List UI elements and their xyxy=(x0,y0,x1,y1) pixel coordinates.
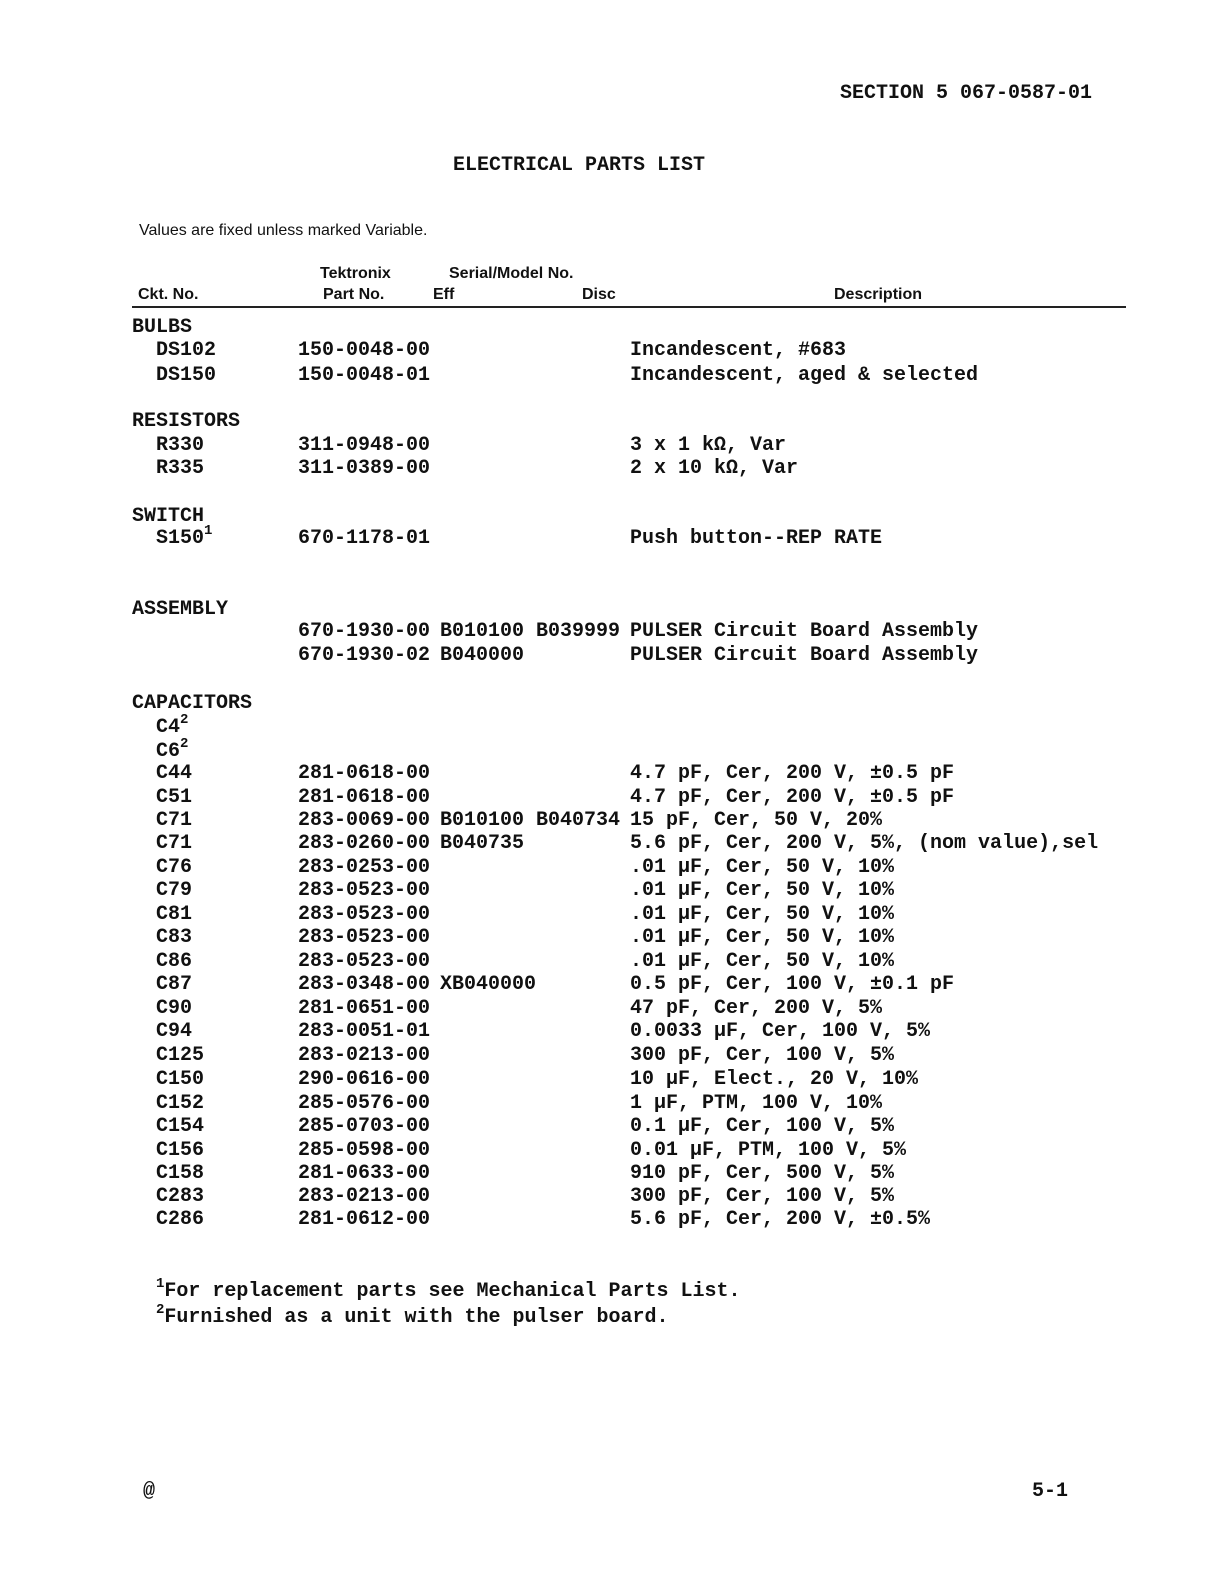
group-heading-row xyxy=(0,505,1220,528)
ckt-no: C283 xyxy=(156,1185,205,1208)
ckt-no: C90 xyxy=(156,997,193,1020)
table-row xyxy=(0,364,1220,387)
serial-eff: B010100 xyxy=(440,809,525,832)
description: 15 pF, Cer, 50 V, 20% xyxy=(630,809,883,832)
values-note: Values are fixed unless marked Variable. xyxy=(139,222,428,239)
table-row xyxy=(0,1020,1220,1043)
table-row xyxy=(0,762,1220,785)
col-header-ckt: Ckt. No. xyxy=(138,286,199,303)
description: .01 μF, Cer, 50 V, 10% xyxy=(630,879,895,902)
part-no: 281-0612-00 xyxy=(298,1208,431,1231)
part-no: 281-0633-00 xyxy=(298,1162,431,1185)
table-row xyxy=(0,1115,1220,1138)
table-row xyxy=(0,434,1220,457)
col-header-disc: Disc xyxy=(582,286,616,303)
footnote-text: For replacement parts see Mechanical Parts List. xyxy=(164,1280,741,1303)
footnote-ref: 2 xyxy=(180,736,189,752)
group-heading: SWITCH xyxy=(132,505,205,528)
ckt-no-cell xyxy=(156,339,216,362)
ckt-no-cell xyxy=(156,903,192,926)
ckt-no-cell xyxy=(156,1139,204,1162)
ckt-no: C79 xyxy=(156,879,193,902)
table-row xyxy=(0,973,1220,996)
description: .01 μF, Cer, 50 V, 10% xyxy=(630,856,895,879)
description: 10 μF, Elect., 20 V, 10% xyxy=(630,1068,919,1091)
part-no: 281-0618-00 xyxy=(298,786,431,809)
description: 910 pF, Cer, 500 V, 5% xyxy=(630,1162,895,1185)
part-no: 281-0618-00 xyxy=(298,762,431,785)
part-no: 285-0598-00 xyxy=(298,1139,431,1162)
table-row xyxy=(0,903,1220,926)
part-no: 150-0048-01 xyxy=(298,364,431,387)
description: 4.7 pF, Cer, 200 V, ±0.5 pF xyxy=(630,762,955,785)
description: 300 pF, Cer, 100 V, 5% xyxy=(630,1185,895,1208)
table-row xyxy=(0,856,1220,879)
ckt-no: R335 xyxy=(156,457,205,480)
ckt-no: C87 xyxy=(156,973,193,996)
ckt-no-cell xyxy=(156,926,192,949)
ckt-no-cell xyxy=(156,1044,204,1067)
ckt-no: C81 xyxy=(156,903,193,926)
ckt-no-cell xyxy=(156,434,204,457)
part-no: 283-0213-00 xyxy=(298,1044,431,1067)
ckt-no: C51 xyxy=(156,786,193,809)
ckt-no-cell xyxy=(156,1020,192,1043)
ckt-no-cell xyxy=(156,809,192,832)
ckt-no-cell xyxy=(156,762,192,785)
table-row xyxy=(0,997,1220,1020)
serial-disc: B040734 xyxy=(536,809,621,832)
group-heading: CAPACITORS xyxy=(132,692,253,715)
serial-eff: B040000 xyxy=(440,644,525,667)
ckt-no: C6 xyxy=(156,740,181,763)
description: 3 x 1 kΩ, Var xyxy=(630,434,787,457)
part-no: 670-1178-01 xyxy=(298,527,431,550)
part-no: 283-0523-00 xyxy=(298,879,431,902)
part-no: 311-0948-00 xyxy=(298,434,431,457)
table-row xyxy=(0,809,1220,832)
ckt-no-cell xyxy=(156,879,192,902)
ckt-no: C94 xyxy=(156,1020,193,1043)
col-header-eff: Eff xyxy=(433,286,455,303)
group-heading-row xyxy=(0,316,1220,339)
description: .01 μF, Cer, 50 V, 10% xyxy=(630,950,895,973)
header-rule xyxy=(132,306,1126,308)
ckt-no: C286 xyxy=(156,1208,205,1231)
part-no: 281-0651-00 xyxy=(298,997,431,1020)
ckt-no: C71 xyxy=(156,809,193,832)
group-heading: RESISTORS xyxy=(132,410,241,433)
part-no: 283-0348-00 xyxy=(298,973,431,996)
ckt-no: C125 xyxy=(156,1044,205,1067)
footnote-mark: 2 xyxy=(156,1302,165,1318)
table-row xyxy=(0,879,1220,902)
ckt-no: C156 xyxy=(156,1139,205,1162)
description: 1 μF, PTM, 100 V, 10% xyxy=(630,1092,883,1115)
ckt-no-cell xyxy=(156,1185,204,1208)
ckt-no-cell xyxy=(156,523,213,550)
table-row xyxy=(0,926,1220,949)
footnote-text: Furnished as a unit with the pulser board. xyxy=(164,1306,669,1329)
ckt-no: C154 xyxy=(156,1115,205,1138)
table-row xyxy=(0,736,1220,763)
ckt-no: DS102 xyxy=(156,339,217,362)
footnote-ref: 2 xyxy=(180,712,189,728)
ckt-no: C152 xyxy=(156,1092,205,1115)
part-no: 283-0213-00 xyxy=(298,1185,431,1208)
part-no: 670-1930-00 xyxy=(298,620,431,643)
serial-disc: B039999 xyxy=(536,620,621,643)
table-row xyxy=(0,1044,1220,1067)
description: 2 x 10 kΩ, Var xyxy=(630,457,799,480)
description: 0.5 pF, Cer, 100 V, ±0.1 pF xyxy=(630,973,955,996)
serial-eff: XB040000 xyxy=(440,973,537,996)
description: 5.6 pF, Cer, 200 V, ±0.5% xyxy=(630,1208,931,1231)
description: Push button--REP RATE xyxy=(630,527,883,550)
table-row xyxy=(0,1208,1220,1231)
footnote-mark: 1 xyxy=(156,1276,165,1292)
col-header-part: Part No. xyxy=(323,286,385,303)
table-row xyxy=(0,1092,1220,1115)
ckt-no-cell xyxy=(156,1115,204,1138)
ckt-no-cell xyxy=(156,1092,204,1115)
table-row xyxy=(0,339,1220,362)
ckt-no-cell xyxy=(156,786,192,809)
ckt-no: C150 xyxy=(156,1068,205,1091)
part-no: 283-0523-00 xyxy=(298,903,431,926)
col-header-serial: Serial/Model No. xyxy=(449,265,574,282)
part-no: 311-0389-00 xyxy=(298,457,431,480)
part-no: 283-0523-00 xyxy=(298,950,431,973)
ckt-no: C71 xyxy=(156,832,193,855)
description: 4.7 pF, Cer, 200 V, ±0.5 pF xyxy=(630,786,955,809)
part-no: 283-0260-00 xyxy=(298,832,431,855)
col-header-description: Description xyxy=(834,286,923,303)
page-number: 5-1 xyxy=(1032,1480,1069,1503)
col-header-tektronix: Tektronix xyxy=(320,265,391,282)
serial-eff: B040735 xyxy=(440,832,525,855)
part-no: 670-1930-02 xyxy=(298,644,431,667)
ckt-no: S150 xyxy=(156,527,205,550)
ckt-no: C76 xyxy=(156,856,193,879)
table-row xyxy=(0,644,1220,667)
table-row xyxy=(0,786,1220,809)
ckt-no: C4 xyxy=(156,716,181,739)
serial-eff: B010100 xyxy=(440,620,525,643)
description: 0.1 μF, Cer, 100 V, 5% xyxy=(630,1115,895,1138)
description: Incandescent, #683 xyxy=(630,339,847,362)
table-row xyxy=(0,523,1220,550)
part-no: 283-0051-01 xyxy=(298,1020,431,1043)
table-row xyxy=(0,1185,1220,1208)
part-no: 290-0616-00 xyxy=(298,1068,431,1091)
table-row xyxy=(0,1068,1220,1091)
footnote-1 xyxy=(156,1276,741,1303)
part-no: 283-0523-00 xyxy=(298,926,431,949)
table-row xyxy=(0,950,1220,973)
table-row xyxy=(0,832,1220,855)
footnote-ref: 1 xyxy=(204,523,213,539)
ckt-no-cell xyxy=(156,1208,204,1231)
page-title: ELECTRICAL PARTS LIST xyxy=(453,154,706,177)
group-heading-row xyxy=(0,598,1220,621)
ckt-no-cell xyxy=(156,832,192,855)
description: 47 pF, Cer, 200 V, 5% xyxy=(630,997,883,1020)
ckt-no: C86 xyxy=(156,950,193,973)
ckt-no-cell xyxy=(156,997,192,1020)
ckt-no-cell xyxy=(156,457,204,480)
description: .01 μF, Cer, 50 V, 10% xyxy=(630,903,895,926)
ckt-no-cell xyxy=(156,1162,204,1185)
ckt-no-cell xyxy=(156,950,192,973)
description: Incandescent, aged & selected xyxy=(630,364,979,387)
ckt-no: DS150 xyxy=(156,364,217,387)
group-heading-row xyxy=(0,410,1220,433)
ckt-no-cell xyxy=(156,736,189,763)
ckt-no: C83 xyxy=(156,926,193,949)
ckt-no: R330 xyxy=(156,434,205,457)
part-no: 285-0703-00 xyxy=(298,1115,431,1138)
ckt-no: C44 xyxy=(156,762,193,785)
ckt-no-cell xyxy=(156,1068,204,1091)
ckt-no-cell xyxy=(156,856,192,879)
description: .01 μF, Cer, 50 V, 10% xyxy=(630,926,895,949)
part-no: 283-0253-00 xyxy=(298,856,431,879)
description: PULSER Circuit Board Assembly xyxy=(630,644,979,667)
description: PULSER Circuit Board Assembly xyxy=(630,620,979,643)
group-heading: ASSEMBLY xyxy=(132,598,229,621)
description: 0.0033 μF, Cer, 100 V, 5% xyxy=(630,1020,931,1043)
part-no: 150-0048-00 xyxy=(298,339,431,362)
group-heading: BULBS xyxy=(132,316,193,339)
footnote-2 xyxy=(156,1302,669,1329)
description: 0.01 μF, PTM, 100 V, 5% xyxy=(630,1139,907,1162)
part-no: 285-0576-00 xyxy=(298,1092,431,1115)
table-row xyxy=(0,620,1220,643)
table-row xyxy=(0,1162,1220,1185)
description: 5.6 pF, Cer, 200 V, 5%, (nom value),sel xyxy=(630,832,1099,855)
ckt-no-cell xyxy=(156,973,192,996)
ckt-no: C158 xyxy=(156,1162,205,1185)
part-no: 283-0069-00 xyxy=(298,809,431,832)
table-row xyxy=(0,1139,1220,1162)
table-row xyxy=(0,457,1220,480)
description: 300 pF, Cer, 100 V, 5% xyxy=(630,1044,895,1067)
section-header: SECTION 5 067-0587-01 xyxy=(840,82,1093,105)
footer-mark: @ xyxy=(143,1480,156,1503)
ckt-no-cell xyxy=(156,364,216,387)
